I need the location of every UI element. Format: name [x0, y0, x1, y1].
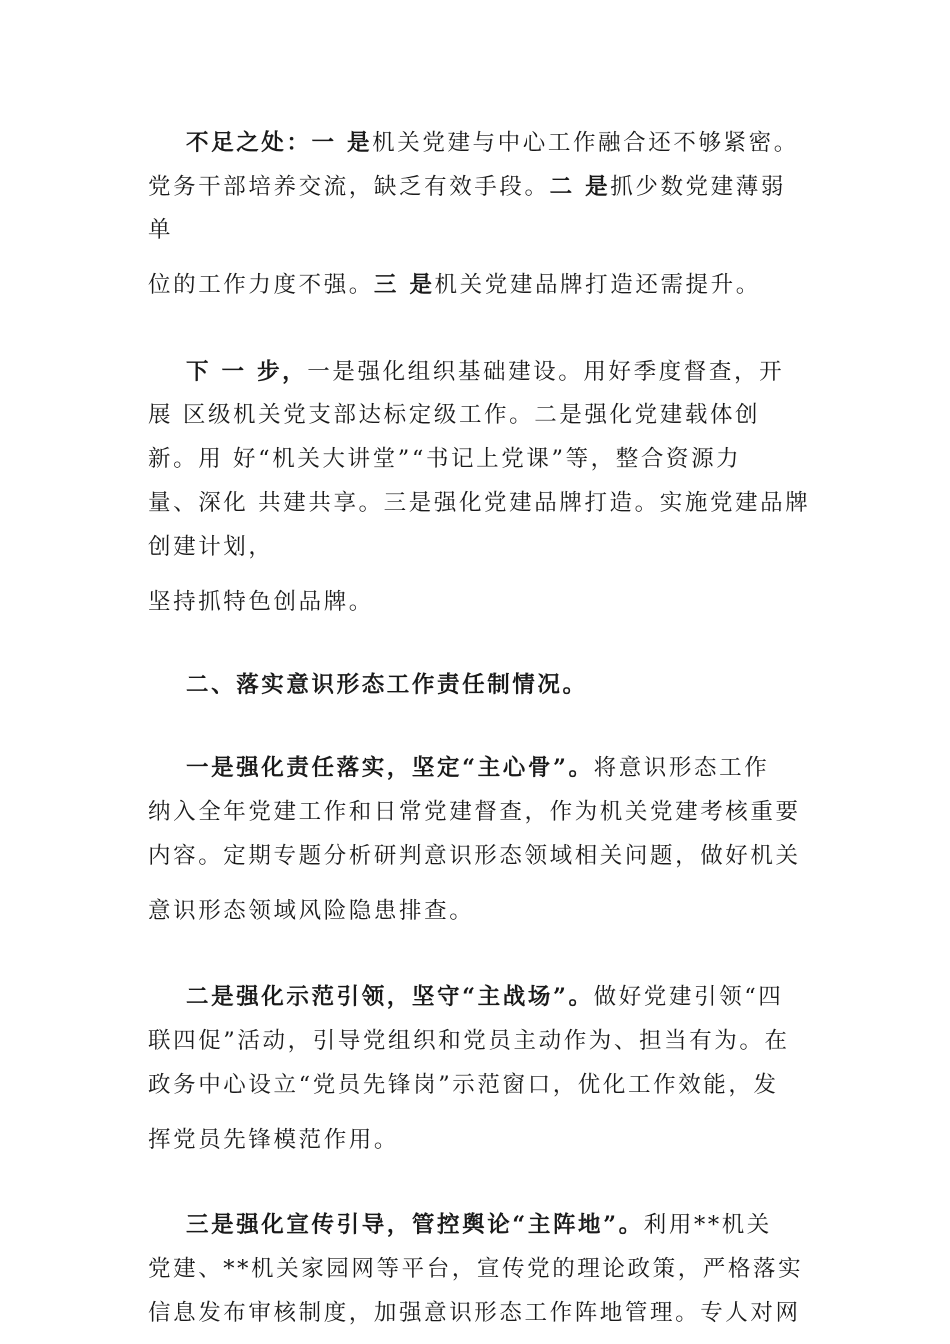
shortcomings-text: 位的工作力度不强。	[148, 272, 374, 298]
item1-text: 将意识形态工作	[593, 755, 770, 781]
shortcomings-text: 机关党建品牌打造还需提升。	[434, 272, 761, 298]
next-steps-line-3: 新。用 好“机关大讲堂”“书记上党课”等，整合资源力	[148, 446, 742, 472]
item1-line-1	[186, 753, 818, 783]
item2-text: 做好党建引领“四	[593, 984, 784, 1010]
item2-line-3: 政务中心设立“党员先锋岗”示范窗口，优化工作效能，发	[148, 1072, 779, 1098]
shortcomings-label: 三 是	[373, 272, 435, 298]
shortcomings-line-1	[186, 128, 818, 158]
next-steps-line-6: 坚持抓特色创品牌。	[148, 589, 374, 615]
next-steps-line-2: 展 区级机关党支部达标定级工作。二是强化党建载体创	[148, 402, 761, 428]
item2-line-2: 联四促”活动，引导党组织和党员主动作为、担当有为。在	[148, 1028, 790, 1054]
item3-line-3: 信息发布审核制度，加强意识形态工作阵地管理。专人对网	[148, 1300, 801, 1326]
item2-heading: 二是强化示范引领，坚守“主战场”。	[186, 984, 594, 1010]
shortcomings-label: 不足之处：一 是	[186, 130, 373, 156]
item1-line-2: 纳入全年党建工作和日常党建督查，作为机关党建考核重要	[148, 799, 801, 825]
item1-heading: 一是强化责任落实，坚定“主心骨”。	[186, 755, 594, 781]
item2-line-1	[186, 982, 818, 1012]
shortcomings-line-3: 单	[148, 217, 174, 243]
item3-heading: 三是强化宣传引导，管控舆论“主阵地”。	[186, 1212, 644, 1238]
item2-line-4: 挥党员先锋模范作用。	[148, 1127, 400, 1153]
next-steps-text: 一是强化组织基础建设。用好季度督查，开	[307, 359, 785, 385]
shortcomings-text: 机关党建与中心工作融合还不够紧密。	[372, 130, 799, 156]
shortcomings-text: 抓少数党建薄弱	[610, 174, 786, 200]
shortcomings-text: 党务干部培养交流，缺乏有效手段。	[148, 174, 550, 200]
shortcomings-label: 二 是	[549, 174, 611, 200]
item1-line-3: 内容。定期专题分析研判意识形态领域相关问题，做好机关	[148, 843, 801, 869]
section-heading: 二、落实意识形态工作责任制情况。	[186, 672, 588, 698]
item3-line-2: 党建、**机关家园网等平台，宣传党的理论政策，严格落实	[148, 1256, 804, 1282]
next-steps-line-5: 创建计划，	[148, 534, 274, 560]
next-steps-label: 下 一 步，	[186, 359, 308, 385]
item1-line-4: 意识形态领域风险隐患排查。	[148, 898, 475, 924]
shortcomings-line-2	[148, 172, 818, 202]
next-steps-line-4: 量、深化 共建共享。三是强化党建品牌打造。实施党建品牌	[148, 490, 811, 516]
next-steps-line-1	[186, 357, 818, 387]
shortcomings-line-4	[148, 270, 818, 300]
item3-line-1	[186, 1210, 818, 1240]
item3-text: 利用**机关	[643, 1212, 772, 1238]
